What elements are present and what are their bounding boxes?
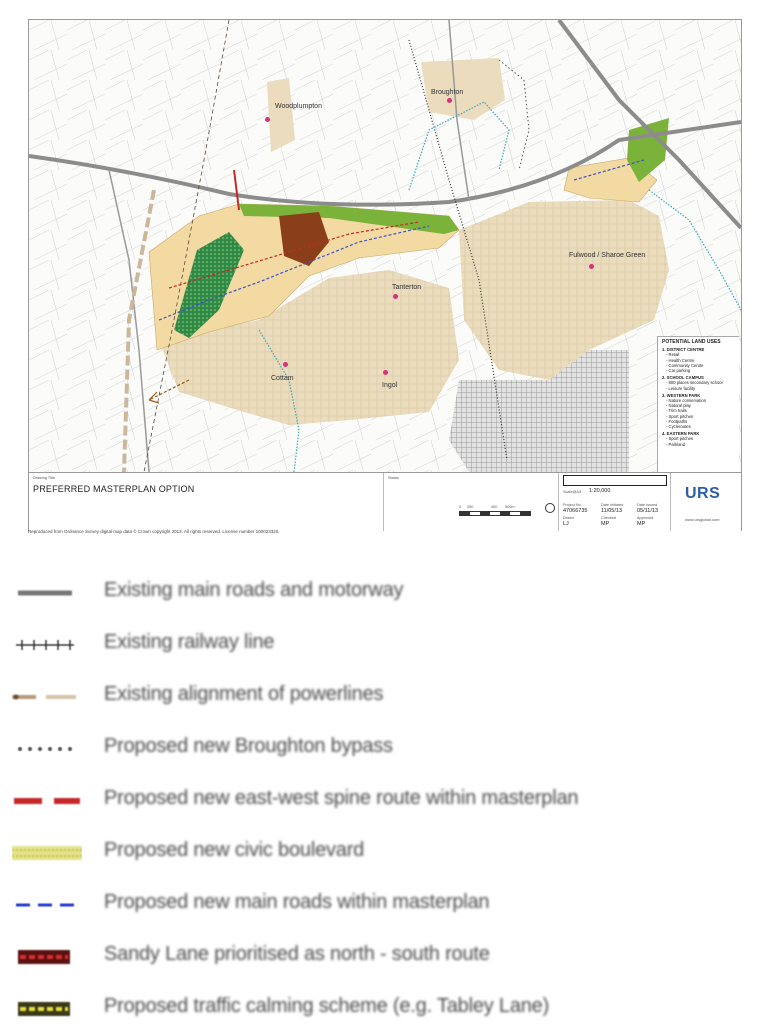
place-label-broughton: Broughton bbox=[431, 89, 464, 96]
land-use-heading: 1. DISTRICT CENTRE bbox=[662, 347, 705, 353]
place-marker-broughton bbox=[447, 98, 452, 103]
legend-label: Proposed new Broughton bypass bbox=[104, 735, 393, 757]
land-use-item: - Natural play bbox=[666, 403, 691, 409]
land-use-item: - Sport pitches bbox=[666, 413, 693, 419]
place-marker-tanterton bbox=[393, 294, 398, 299]
north-arrow-icon bbox=[545, 503, 555, 513]
date-initiated: 11/05/13 bbox=[601, 508, 623, 514]
approved-by: MP bbox=[637, 521, 646, 527]
legend-item-traffic-calming bbox=[0, 984, 768, 1036]
company-website: www.ursglobal.com bbox=[685, 517, 720, 522]
project-info-cell bbox=[559, 473, 671, 531]
land-use-item: - Parkland bbox=[666, 441, 686, 447]
drawing-title: PREFERRED MASTERPLAN OPTION bbox=[33, 484, 195, 494]
land-use-item: - Retail bbox=[666, 352, 680, 358]
land-use-item: - Nature conservation bbox=[666, 398, 707, 404]
legend-item-powerlines bbox=[0, 672, 768, 724]
land-use-item: - 800 places secondary school bbox=[666, 380, 723, 386]
grey-dotted-line-icon bbox=[12, 738, 82, 760]
legend-label: Proposed new main roads within masterplan bbox=[104, 891, 490, 913]
legend-item-main-roads bbox=[0, 568, 768, 620]
land-use-item: - Leisure facility bbox=[666, 385, 696, 391]
red-dashed-line-icon bbox=[12, 790, 82, 812]
legend-label: Proposed traffic calming scheme (e.g. Tabley Lane) bbox=[104, 995, 550, 1017]
red-dark-band-icon bbox=[12, 946, 82, 968]
place-label-tanterton: Tanterton bbox=[392, 284, 422, 291]
scale-value: 1:20,000 bbox=[589, 488, 611, 494]
potential-land-uses-panel bbox=[657, 336, 739, 476]
place-marker-fulwood bbox=[589, 264, 594, 269]
legend-label: Existing alignment of powerlines bbox=[104, 683, 384, 705]
land-use-heading: 2. SCHOOL CAMPUS bbox=[662, 375, 704, 381]
land-use-heading: 3. WESTERN PARK bbox=[662, 392, 701, 398]
legend-item-broughton-bypass bbox=[0, 724, 768, 776]
legend-label: Existing railway line bbox=[104, 631, 275, 653]
grey-thick-line-icon bbox=[12, 582, 82, 604]
yellow-dark-band-icon bbox=[12, 998, 82, 1020]
urs-logo: URS bbox=[685, 485, 721, 502]
legend-item-sandy-lane bbox=[0, 932, 768, 984]
date-issued: 05/11/13 bbox=[637, 508, 659, 514]
status-caption: Status bbox=[388, 476, 399, 480]
status-cell bbox=[384, 473, 559, 531]
scale-bar-label: 0 bbox=[459, 505, 462, 509]
land-use-group bbox=[662, 431, 735, 447]
approved-caption: Approved bbox=[637, 516, 654, 520]
scale-bar bbox=[459, 511, 531, 516]
legend-item-main-roads-proposed bbox=[0, 880, 768, 932]
scale-bar-label: 500m bbox=[505, 505, 515, 509]
place-label-ingol: Ingol bbox=[382, 382, 398, 389]
legend-label: Proposed new civic boulevard bbox=[104, 839, 365, 861]
map-sheet bbox=[28, 19, 742, 531]
land-use-item: - Health Centre bbox=[666, 357, 695, 363]
drawn-by: LJ bbox=[563, 521, 569, 527]
beige-dashed-line-icon bbox=[12, 686, 82, 708]
scale-bar-label: 400 bbox=[491, 505, 498, 509]
drawn-caption: Drawn bbox=[563, 516, 574, 520]
masterplan-map bbox=[29, 20, 741, 472]
land-uses-title: POTENTIAL LAND USES bbox=[662, 339, 721, 345]
place-marker-cottam bbox=[283, 362, 288, 367]
railway-hatched-line-icon bbox=[12, 634, 82, 656]
scale-bar-label: 250 bbox=[467, 505, 474, 509]
drawing-title-cell bbox=[29, 473, 384, 531]
place-marker-ingol bbox=[383, 370, 388, 375]
place-label-fulwood: Fulwood / Sharoe Green bbox=[569, 252, 646, 259]
place-label-woodplumpton: Woodplumpton bbox=[275, 103, 322, 110]
title-block bbox=[29, 472, 741, 531]
blue-dashed-line-icon bbox=[12, 894, 82, 916]
legend-label: Sandy Lane prioritised as north - south route bbox=[104, 943, 490, 965]
project-no-caption: Project No. bbox=[563, 503, 582, 507]
land-use-heading: 4. EASTERN PARK bbox=[662, 431, 700, 437]
yellow-dotted-band-icon bbox=[12, 842, 82, 864]
land-use-item: - Cycleroutes bbox=[666, 424, 691, 430]
date-issued-caption: Date Issued bbox=[637, 503, 658, 507]
land-use-item: - Sport pitches bbox=[666, 436, 693, 442]
date-initiated-caption: Date Initiated bbox=[601, 503, 624, 507]
legend-label: Proposed new east-west spine route within masterplan bbox=[104, 787, 579, 809]
land-use-item: - Footpaths bbox=[666, 418, 688, 424]
land-use-item: - Trim trails bbox=[666, 408, 687, 414]
place-label-cottam: Cottam bbox=[271, 375, 294, 382]
project-no: 47066735 bbox=[563, 508, 588, 514]
checked-by: MP bbox=[601, 521, 610, 527]
checked-caption: Checked bbox=[601, 516, 616, 520]
legend-label: Existing main roads and motorway bbox=[104, 579, 404, 601]
drawing-title-caption: Drawing Title bbox=[33, 476, 55, 480]
copyright-notice: Reproduced from Ordnance Survey digital map data © Crown copyright 2013. All rights reserved. License number 100023320. bbox=[28, 529, 280, 534]
land-use-item: - Community Centre bbox=[666, 362, 704, 368]
legend-item-spine-route bbox=[0, 776, 768, 828]
place-marker-woodplumpton bbox=[265, 117, 270, 122]
scale-caption: Scale@A3 bbox=[563, 490, 581, 494]
status-box bbox=[563, 475, 667, 486]
land-use-group bbox=[662, 393, 735, 429]
legend-item-civic-boulevard bbox=[0, 828, 768, 880]
land-use-group bbox=[662, 347, 735, 373]
land-use-item: - Car parking bbox=[666, 368, 691, 374]
land-use-group bbox=[662, 375, 735, 391]
legend-item-railway bbox=[0, 620, 768, 672]
